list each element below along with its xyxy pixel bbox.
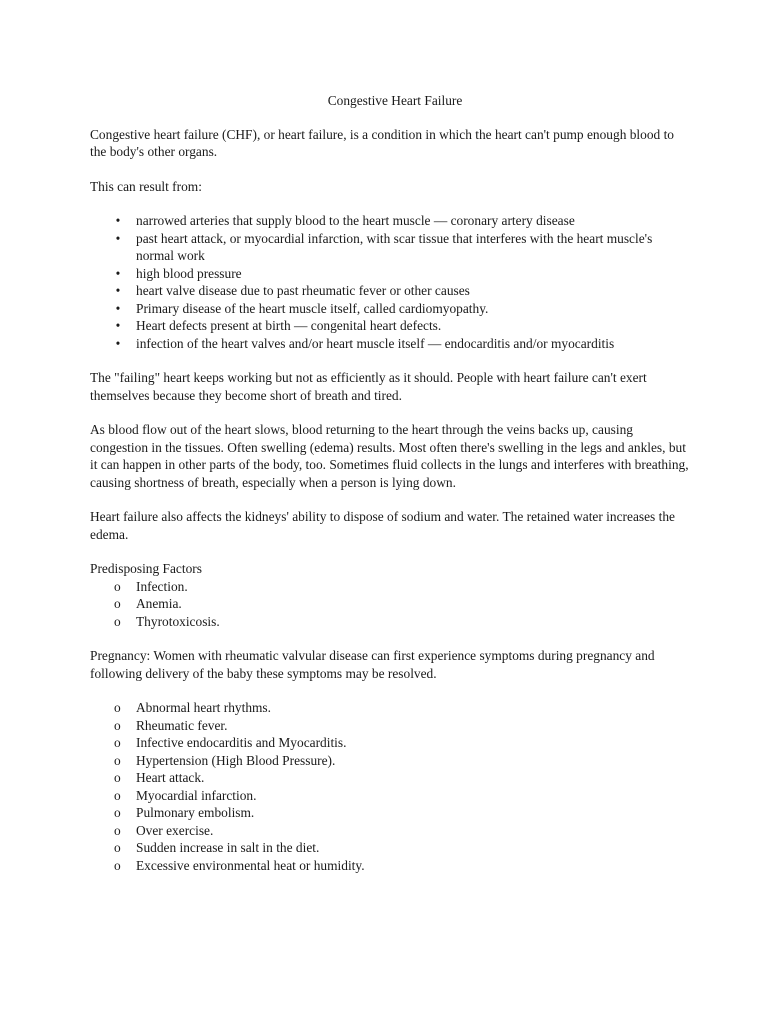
circle-bullet-icon: o <box>114 700 121 715</box>
circle-bullet-icon: o <box>114 840 121 855</box>
circle-bullet-icon: o <box>114 578 121 594</box>
list-item <box>90 230 690 265</box>
list-item <box>90 282 690 300</box>
bullet-icon: • <box>115 318 121 333</box>
factors-heading: Predisposing Factors <box>90 561 202 576</box>
circle-bullet-icon: o <box>114 735 121 750</box>
list-item <box>90 857 690 875</box>
list-item <box>90 839 690 857</box>
list-item-text: Infective endocarditis and Myocarditis. <box>136 735 347 750</box>
list-item <box>90 822 690 840</box>
pregnancy-paragraph: Pregnancy: Women with rheumatic valvular disease can first experience symptoms during pregnancy and following delivery of the baby these symptoms may be resolved. <box>90 648 655 681</box>
list-item <box>90 595 690 613</box>
bullet-icon: • <box>115 213 121 228</box>
list-item-text: high blood pressure <box>136 265 242 281</box>
list-item <box>90 787 690 805</box>
circle-bullet-icon: o <box>114 805 121 820</box>
factors-list <box>90 578 690 631</box>
list-item-text: Myocardial infarction. <box>136 787 257 803</box>
causes-lead: This can result from: <box>90 178 202 194</box>
causes-list <box>90 212 690 352</box>
bullet-icon: • <box>115 265 121 281</box>
circle-bullet-icon: o <box>114 857 121 873</box>
kidneys-paragraph: Heart failure also affects the kidneys' ability to dispose of sodium and water. The retained water increases the edema. <box>90 509 675 542</box>
list-item-text: Sudden increase in salt in the diet. <box>136 840 320 855</box>
bullet-icon: • <box>115 283 121 298</box>
list-item <box>90 699 690 717</box>
list-item-text: heart valve disease due to past rheumatic fever or other causes <box>136 283 470 298</box>
list-item-text: Hypertension (High Blood Pressure). <box>136 752 336 768</box>
circle-bullet-icon: o <box>114 770 121 785</box>
circle-bullet-icon: o <box>114 613 121 629</box>
list-item-text: Infection. <box>136 578 188 594</box>
list-item <box>90 804 690 822</box>
list-item-text: Rheumatic fever. <box>136 717 228 733</box>
bullet-icon: • <box>115 335 121 351</box>
circle-bullet-icon: o <box>114 596 121 611</box>
list-item-text: narrowed arteries that supply blood to the heart muscle — coronary artery disease <box>136 213 575 228</box>
document-title: Congestive Heart Failure <box>327 93 463 108</box>
list-item-text: past heart attack, or myocardial infarction, with scar tissue that interferes with the heart muscle's normal work <box>136 230 653 263</box>
document-body <box>90 92 690 891</box>
list-item <box>90 769 690 787</box>
list-item <box>90 335 690 353</box>
more-factors-list <box>90 699 690 874</box>
list-item-text: Thyrotoxicosis. <box>136 613 220 629</box>
list-item <box>90 752 690 770</box>
list-item-text: Heart defects present at birth — congenital heart defects. <box>136 318 442 333</box>
circle-bullet-icon: o <box>114 717 121 733</box>
circle-bullet-icon: o <box>114 822 121 838</box>
bullet-icon: • <box>115 230 121 246</box>
circle-bullet-icon: o <box>114 787 121 803</box>
list-item-text: Pulmonary embolism. <box>136 805 255 820</box>
list-item-text: Primary disease of the heart muscle itself, called cardiomyopathy. <box>136 300 489 316</box>
list-item-text: Anemia. <box>136 596 182 611</box>
failing-heart-paragraph: The "failing" heart keeps working but not as efficiently as it should. People with heart failure can't exert themselves because they become short of breath and tired. <box>90 370 647 403</box>
circle-bullet-icon: o <box>114 752 121 768</box>
intro-paragraph: Congestive heart failure (CHF), or heart failure, is a condition in which the heart can't pump enough blood to the body's other organs. <box>90 126 675 159</box>
list-item <box>90 317 690 335</box>
blood-flow-paragraph: As blood flow out of the heart slows, blood returning to the heart through the veins backs up, causing congestion in the tissues. Often swelling (edema) results. Most often there's swelling in the legs and ankles, but it can happen in other parts of the body, too. Sometimes fluid collects in the lungs and interferes with breathing, causing shortness of breath, especially when a person is lying down. <box>90 422 689 490</box>
bullet-icon: • <box>115 300 121 316</box>
list-item <box>90 300 690 318</box>
list-item-text: Excessive environmental heat or humidity. <box>136 857 365 873</box>
list-item <box>90 717 690 735</box>
list-item-text: infection of the heart valves and/or heart muscle itself — endocarditis and/or myocarditis <box>136 335 615 351</box>
list-item-text: Over exercise. <box>136 822 214 838</box>
list-item <box>90 578 690 596</box>
list-item <box>90 734 690 752</box>
list-item <box>90 212 690 230</box>
list-item <box>90 613 690 631</box>
list-item-text: Heart attack. <box>136 770 205 785</box>
list-item-text: Abnormal heart rhythms. <box>136 700 271 715</box>
list-item <box>90 265 690 283</box>
